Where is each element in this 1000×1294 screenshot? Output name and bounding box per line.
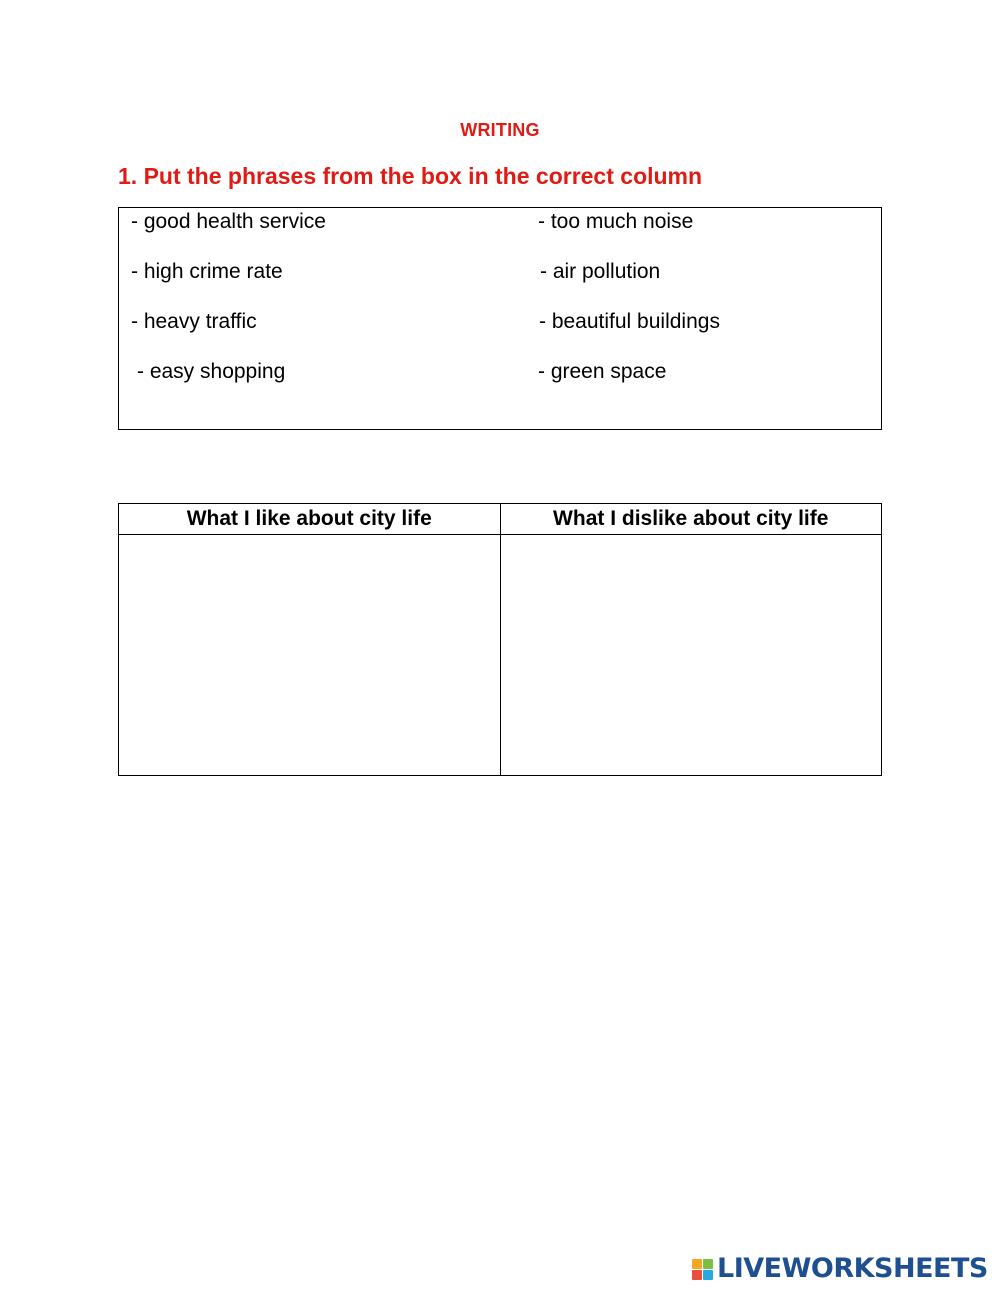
logo-square-1 xyxy=(692,1259,702,1269)
phrase-air-pollution[interactable]: - air pollution xyxy=(540,260,661,283)
header-like-city-life: What I like about city life xyxy=(119,504,501,535)
phrase-good-health-service[interactable]: - good health service xyxy=(131,210,326,233)
phrase-box xyxy=(118,207,882,430)
liveworksheets-logo xyxy=(692,1254,988,1284)
like-dropzone[interactable] xyxy=(119,535,500,775)
instruction-heading: 1. Put the phrases from the box in the correct column xyxy=(118,163,703,189)
phrase-high-crime-rate[interactable]: - high crime rate xyxy=(131,260,283,283)
header-dislike-city-life: What I dislike about city life xyxy=(500,504,882,535)
logo-square-4 xyxy=(703,1270,713,1280)
section-title: WRITING xyxy=(460,120,540,140)
phrase-heavy-traffic[interactable]: - heavy traffic xyxy=(131,310,257,333)
logo-square-3 xyxy=(692,1270,702,1280)
dislike-column-cell xyxy=(500,535,882,776)
like-column-cell xyxy=(119,535,501,776)
logo-square-2 xyxy=(703,1259,713,1269)
liveworksheets-logo-icon xyxy=(692,1259,713,1280)
phrase-too-much-noise[interactable]: - too much noise xyxy=(538,210,694,233)
phrase-easy-shopping[interactable]: - easy shopping xyxy=(137,360,286,383)
answer-table xyxy=(118,503,882,776)
phrase-green-space[interactable]: - green space xyxy=(538,360,667,383)
logo-text: LIVEWORKSHEETS xyxy=(717,1253,988,1284)
phrase-beautiful-buildings[interactable]: - beautiful buildings xyxy=(539,310,720,333)
dislike-dropzone[interactable] xyxy=(501,535,882,775)
